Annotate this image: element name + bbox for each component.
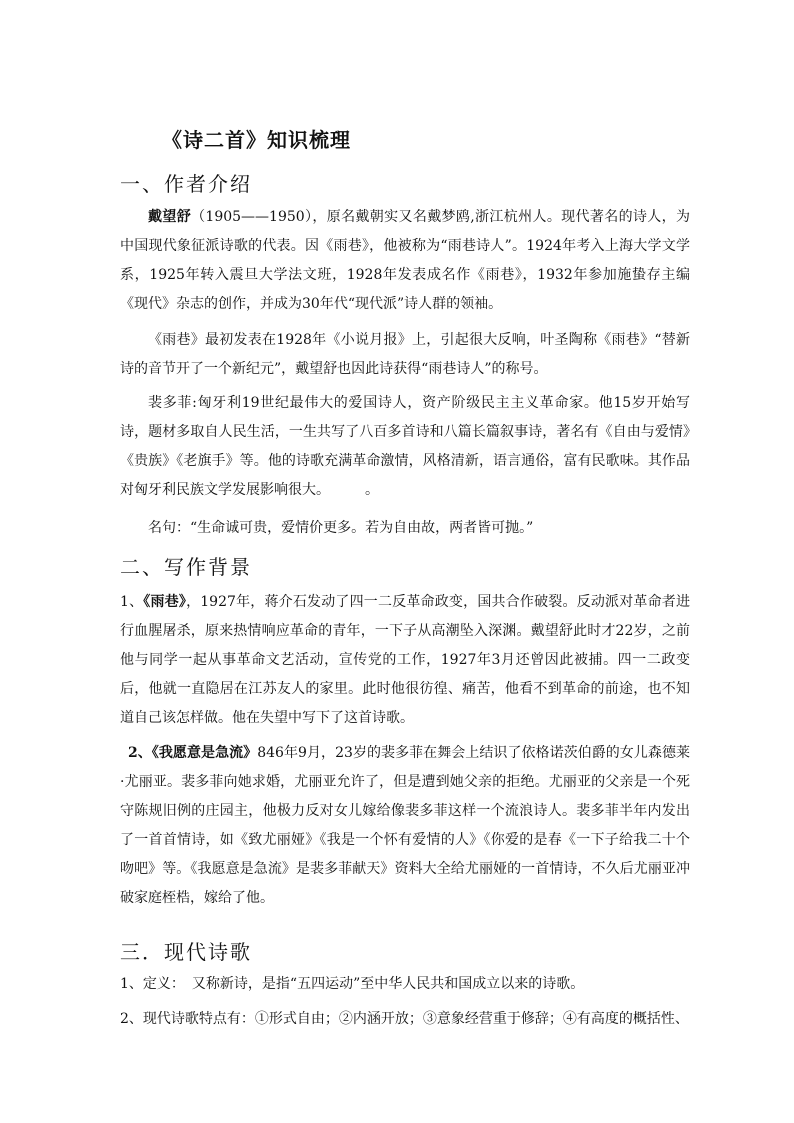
paragraph-famous-quote: 名句：“生命诚可贵，爱情价更多。若为自由故，两者皆可抛。” bbox=[148, 520, 534, 536]
author-name-dai-wangshu: 戴望舒 bbox=[148, 209, 192, 225]
item-number: 2、 bbox=[128, 745, 152, 761]
background-item-yuxiang bbox=[120, 588, 690, 733]
work-title-torrent: 《我愿意是急流》 bbox=[151, 745, 258, 761]
document-title: 《诗二首》知识梳理 bbox=[162, 128, 351, 152]
item-text: ，1927年，蒋介石发动了四一二反革命政变，国共合作破裂。反动派对革命者进行血腥屠杀，原来热情响应革命的青年，一下子从高潮坠入深渊。戴望舒此时才22岁，之前他与同学一起从事革命文艺活动，宣传党的工作，1927年3月还曾因此被捕。四一二政变后，他就一直隐居在江苏友人的家里。此时他很彷徨、痛苦，他看不到革命的前途，也不知道自己该怎样做。他在失望中写下了这首诗歌。 bbox=[120, 594, 690, 726]
modern-poetry-definition: 1、定义： 又称新诗，是指“五四运动”至中华人民共和国成立以来的诗歌。 bbox=[120, 976, 585, 992]
item-number: 1、 bbox=[120, 594, 144, 610]
modern-poetry-features: 2、现代诗歌特点有：①形式自由；②内涵开放；③意象经营重于修辞；④有高度的概括性、 bbox=[120, 1011, 689, 1027]
work-title-yuxiang: 《雨巷》 bbox=[143, 594, 187, 610]
paragraph-dai-wangshu bbox=[120, 203, 690, 319]
item-text: 846年9月，23岁的裴多菲在舞会上结识了依格诺茨伯爵的女儿森德莱·尤丽亚。裴多菲向她求婚，尤丽亚允许了，但是遭到她父亲的拒绝。尤丽亚的父亲是一个死守陈规旧例的庄园主，他极力反对女儿嫁给像裴多菲这样一个流浪诗人。裴多菲半年内发出了一首首情诗，如《致尤丽娅》《我是一个怀有爱情的人》《你爱的是春《一下子给我二十个吻吧》等。《我愿意是急流》是裴多菲献天》资料大全给尤丽娅的一首情诗，不久后尤丽亚冲破家庭桎梏，嫁给了他。 bbox=[120, 745, 690, 906]
background-item-torrent bbox=[120, 739, 690, 913]
paragraph-yuxiang-publication: 《雨巷》最初发表在1928年《小说月报》上，引起很大反响，叶圣陶称《雨巷》“替新诗的音节开了一个新纪元”，戴望舒也因此诗获得“雨巷诗人”的称号。 bbox=[120, 332, 690, 377]
section-heading-background: 二、写作背景 bbox=[120, 555, 252, 579]
paragraph-petofi: 裴多菲:匈牙利19世纪最伟大的爱国诗人，资产阶级民主主义革命家。他15岁开始写诗，题材多取自人民生活，一生共写了八百多首诗和八篇长篇叙事诗，著名有《自由与爱情》《贵族》《老旗手》等。他的诗歌充满革命激情，风格清新，语言通俗，富有民歌味。其作品对匈牙利民族文学发展影响很大。 。 bbox=[120, 395, 690, 498]
section-heading-modern-poetry: 三．现代诗歌 bbox=[120, 940, 252, 964]
paragraph-text: （1905——1950），原名戴朝实又名戴梦鸥,浙江杭州人。现代著名的诗人，为中国现代象征派诗歌的代表。因《雨巷》，他被称为“雨巷诗人”。1924年考入上海大学文学系，1925年转入震旦大学法文班，1928年发表成名作《雨巷》，1932年参加施蛰存主编《现代》杂志的创作，并成为30年代“现代派”诗人群的领袖。 bbox=[120, 209, 690, 312]
section-heading-author: 一、作者介绍 bbox=[120, 172, 252, 196]
